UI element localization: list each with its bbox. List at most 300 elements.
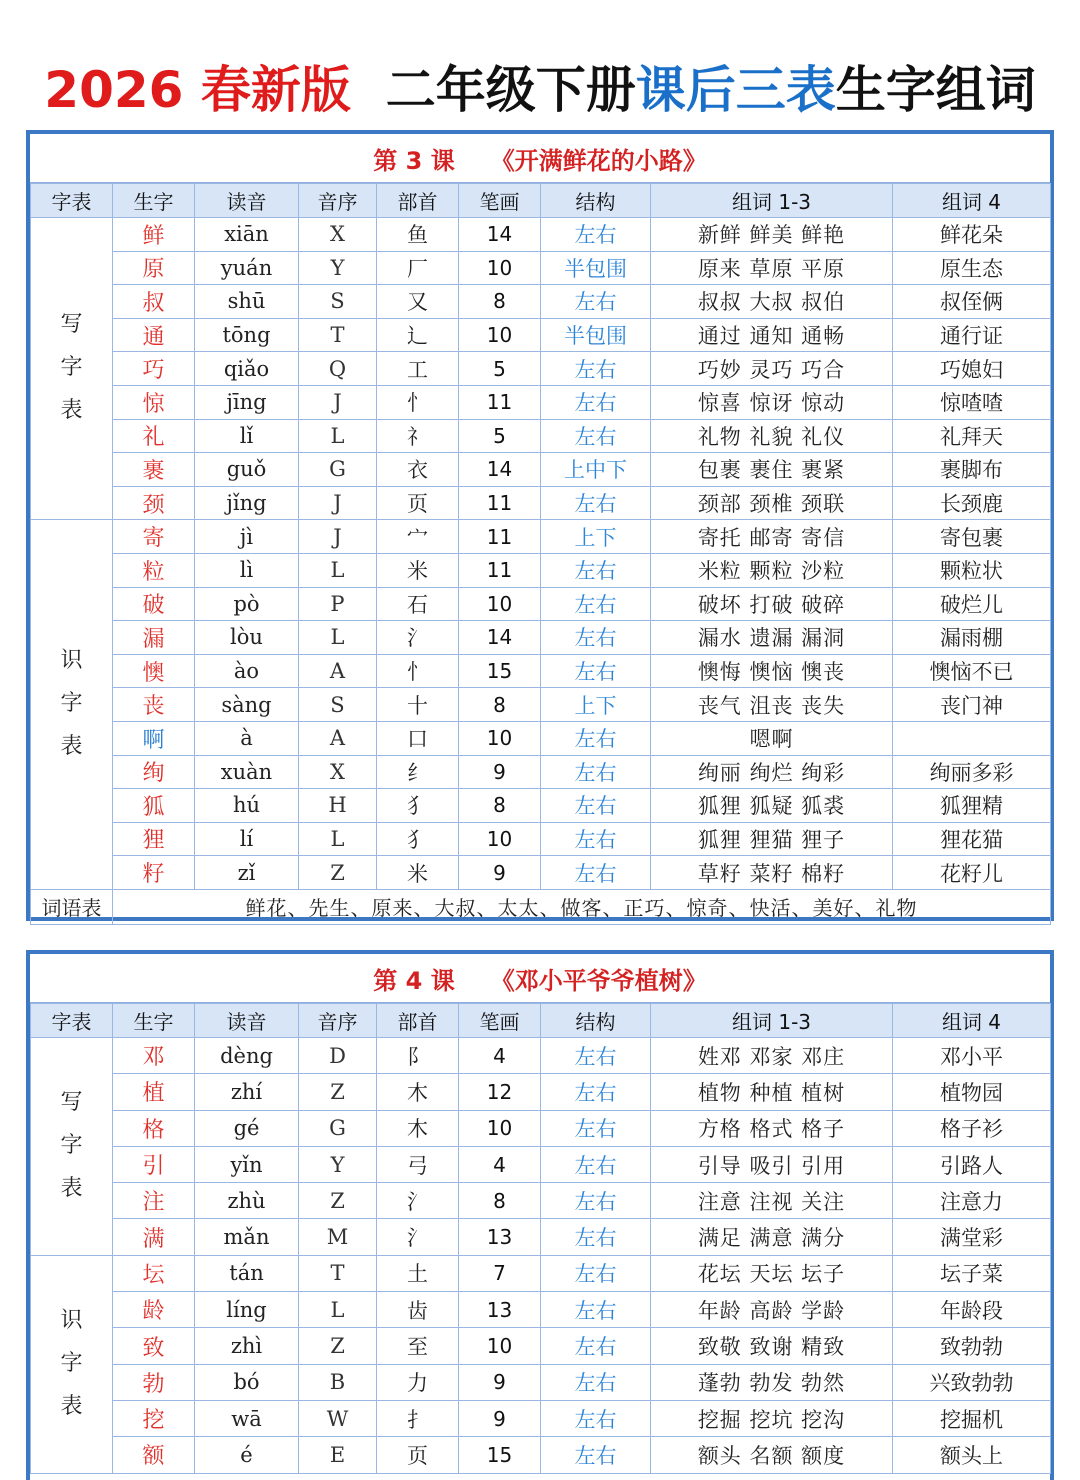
- initial-cell: X: [299, 218, 377, 252]
- radical-cell: 齿: [377, 1292, 459, 1328]
- initial-cell: L: [299, 419, 377, 453]
- words-cell: 蓬勃 勃发 勃然: [651, 1364, 893, 1400]
- structure-cell: 半包围: [541, 251, 651, 285]
- col-header-word4: 组词 4: [893, 184, 1051, 218]
- structure-cell: 左右: [541, 721, 651, 755]
- words-cell: 致敬 致谢 精致: [651, 1328, 893, 1364]
- word4-cell: 绚丽多彩: [893, 755, 1051, 789]
- radical-cell: 米: [377, 553, 459, 587]
- strokes-cell: 9: [459, 1400, 541, 1436]
- character-cell: 勃: [113, 1364, 195, 1400]
- group-label-cell: [31, 1255, 113, 1473]
- structure-cell: 左右: [541, 755, 651, 789]
- structure-cell: 左右: [541, 822, 651, 856]
- table-row: [31, 385, 1051, 419]
- character-cell: 颈: [113, 486, 195, 520]
- radical-cell: 土: [377, 1255, 459, 1291]
- col-header-initial: 音序: [299, 1004, 377, 1038]
- structure-cell: 左右: [541, 1038, 651, 1074]
- radical-cell: 鱼: [377, 218, 459, 252]
- word4-cell: 叔侄俩: [893, 285, 1051, 319]
- table-row: [31, 1255, 1051, 1291]
- character-cell: 引: [113, 1146, 195, 1182]
- pinyin-cell: bó: [195, 1364, 299, 1400]
- words-cell: 叔叔 大叔 叔伯: [651, 285, 893, 319]
- table-row: [31, 1328, 1051, 1364]
- table-row: [31, 721, 1051, 755]
- initial-cell: H: [299, 789, 377, 823]
- strokes-cell: 8: [459, 1183, 541, 1219]
- strokes-cell: 10: [459, 1110, 541, 1146]
- words-cell: 颈部 颈椎 颈联: [651, 486, 893, 520]
- table-row: [31, 688, 1051, 722]
- initial-cell: W: [299, 1400, 377, 1436]
- radical-cell: 氵: [377, 1183, 459, 1219]
- words-cell: 花坛 天坛 坛子: [651, 1255, 893, 1291]
- table-row: [31, 553, 1051, 587]
- pinyin-cell: shū: [195, 285, 299, 319]
- initial-cell: L: [299, 553, 377, 587]
- radical-cell: 木: [377, 1110, 459, 1146]
- group-label-char: 表: [60, 734, 83, 760]
- pinyin-cell: wā: [195, 1400, 299, 1436]
- structure-cell: 左右: [541, 654, 651, 688]
- word4-cell: 通行证: [893, 318, 1051, 352]
- word4-cell: 丧门神: [893, 688, 1051, 722]
- strokes-cell: 8: [459, 688, 541, 722]
- strokes-cell: 8: [459, 285, 541, 319]
- radical-cell: 页: [377, 486, 459, 520]
- pinyin-cell: qiǎo: [195, 352, 299, 386]
- radical-cell: 木: [377, 1074, 459, 1110]
- radical-cell: 宀: [377, 520, 459, 554]
- strokes-cell: 10: [459, 318, 541, 352]
- word4-cell: 格子衫: [893, 1110, 1051, 1146]
- initial-cell: E: [299, 1437, 377, 1473]
- radical-cell: 忄: [377, 654, 459, 688]
- character-cell: 寄: [113, 520, 195, 554]
- radical-cell: 十: [377, 688, 459, 722]
- pinyin-cell: é: [195, 1437, 299, 1473]
- character-cell: 原: [113, 251, 195, 285]
- words-cell: 草籽 菜籽 棉籽: [651, 856, 893, 890]
- character-cell: 礼: [113, 419, 195, 453]
- title-edition: 2026 春新版: [44, 61, 351, 119]
- radical-cell: 氵: [377, 621, 459, 655]
- pinyin-cell: sàng: [195, 688, 299, 722]
- pinyin-cell: yǐn: [195, 1146, 299, 1182]
- table-row: [31, 789, 1051, 823]
- group-label-char: 字: [60, 1132, 83, 1158]
- lesson-3-number: 第 3 课: [373, 146, 455, 175]
- col-header-strokes: 笔画: [459, 184, 541, 218]
- pinyin-cell: lòu: [195, 621, 299, 655]
- lesson-4-number: 第 4 课: [373, 966, 455, 995]
- initial-cell: T: [299, 1255, 377, 1291]
- pinyin-cell: xuàn: [195, 755, 299, 789]
- pinyin-cell: lí: [195, 822, 299, 856]
- character-cell: 巧: [113, 352, 195, 386]
- structure-cell: 左右: [541, 218, 651, 252]
- word4-cell: 惊喳喳: [893, 385, 1051, 419]
- word4-cell: 兴致勃勃: [893, 1364, 1051, 1400]
- col-header-table-type: 字表: [31, 1004, 113, 1038]
- word4-cell: 挖掘机: [893, 1400, 1051, 1436]
- structure-cell: 左右: [541, 553, 651, 587]
- words-cell: 寄托 邮寄 寄信: [651, 520, 893, 554]
- col-header-structure: 结构: [541, 1004, 651, 1038]
- pinyin-cell: hú: [195, 789, 299, 823]
- word4-cell: 寄包裹: [893, 520, 1051, 554]
- word4-cell: 破烂儿: [893, 587, 1051, 621]
- table-row: [31, 520, 1051, 554]
- initial-cell: J: [299, 486, 377, 520]
- word4-cell: 邓小平: [893, 1038, 1051, 1074]
- col-header-words: 组词 1-3: [651, 1004, 893, 1038]
- strokes-cell: 12: [459, 1074, 541, 1110]
- word4-cell: 花籽儿: [893, 856, 1051, 890]
- table-row: [31, 1183, 1051, 1219]
- pinyin-cell: pò: [195, 587, 299, 621]
- radical-cell: 纟: [377, 755, 459, 789]
- initial-cell: L: [299, 822, 377, 856]
- initial-cell: M: [299, 1219, 377, 1255]
- words-cell: 漏水 遗漏 漏洞: [651, 621, 893, 655]
- radical-cell: 衣: [377, 453, 459, 487]
- radical-cell: 至: [377, 1328, 459, 1364]
- words-cell: 原来 草原 平原: [651, 251, 893, 285]
- strokes-cell: 10: [459, 721, 541, 755]
- character-cell: 注: [113, 1183, 195, 1219]
- word4-cell: 坛子菜: [893, 1255, 1051, 1291]
- initial-cell: Z: [299, 1183, 377, 1219]
- col-header-initial: 音序: [299, 184, 377, 218]
- table-row: [31, 419, 1051, 453]
- words-cell: 额头 名额 额度: [651, 1437, 893, 1473]
- vocab-list-cell: 鲜花、先生、原来、大叔、太太、做客、正巧、惊奇、快活、美好、礼物: [113, 889, 1051, 924]
- initial-cell: Z: [299, 1074, 377, 1110]
- pinyin-cell: ào: [195, 654, 299, 688]
- structure-cell: 左右: [541, 856, 651, 890]
- structure-cell: 左右: [541, 285, 651, 319]
- character-cell: 通: [113, 318, 195, 352]
- structure-cell: 左右: [541, 1183, 651, 1219]
- word4-cell: 长颈鹿: [893, 486, 1051, 520]
- word4-cell: [893, 721, 1051, 755]
- radical-cell: 石: [377, 587, 459, 621]
- table-header-row: [31, 184, 1051, 218]
- words-cell: 包裹 裹住 裹紧: [651, 453, 893, 487]
- word4-cell: 鲜花朵: [893, 218, 1051, 252]
- table-row: [31, 285, 1051, 319]
- table-row: [31, 822, 1051, 856]
- radical-cell: 工: [377, 352, 459, 386]
- radical-cell: 页: [377, 1437, 459, 1473]
- structure-cell: 左右: [541, 1074, 651, 1110]
- col-header-radical: 部首: [377, 184, 459, 218]
- initial-cell: Y: [299, 251, 377, 285]
- structure-cell: 半包围: [541, 318, 651, 352]
- pinyin-cell: zǐ: [195, 856, 299, 890]
- word4-cell: 颗粒状: [893, 553, 1051, 587]
- strokes-cell: 5: [459, 419, 541, 453]
- table-row: [31, 1292, 1051, 1328]
- structure-cell: 左右: [541, 1110, 651, 1146]
- initial-cell: D: [299, 1038, 377, 1074]
- group-label-char: 写: [60, 1090, 83, 1116]
- words-cell: 引导 吸引 引用: [651, 1146, 893, 1182]
- table-row: [31, 654, 1051, 688]
- strokes-cell: 13: [459, 1219, 541, 1255]
- table-row: [31, 453, 1051, 487]
- radical-cell: 忄: [377, 385, 459, 419]
- structure-cell: 左右: [541, 1292, 651, 1328]
- word4-cell: 原生态: [893, 251, 1051, 285]
- strokes-cell: 8: [459, 789, 541, 823]
- word4-cell: 注意力: [893, 1183, 1051, 1219]
- character-cell: 破: [113, 587, 195, 621]
- pinyin-cell: à: [195, 721, 299, 755]
- initial-cell: A: [299, 721, 377, 755]
- initial-cell: P: [299, 587, 377, 621]
- col-header-word4: 组词 4: [893, 1004, 1051, 1038]
- initial-cell: T: [299, 318, 377, 352]
- radical-cell: 力: [377, 1364, 459, 1400]
- words-cell: 年龄 高龄 学龄: [651, 1292, 893, 1328]
- col-header-structure: 结构: [541, 184, 651, 218]
- word4-cell: 致勃勃: [893, 1328, 1051, 1364]
- words-cell: 狐狸 狸猫 狸子: [651, 822, 893, 856]
- character-cell: 致: [113, 1328, 195, 1364]
- initial-cell: B: [299, 1364, 377, 1400]
- strokes-cell: 13: [459, 1292, 541, 1328]
- structure-cell: 左右: [541, 1364, 651, 1400]
- pinyin-cell: yuán: [195, 251, 299, 285]
- col-header-table-type: 字表: [31, 184, 113, 218]
- strokes-cell: 4: [459, 1146, 541, 1182]
- table-row: [31, 1110, 1051, 1146]
- title-grade: 二年级下册: [385, 61, 636, 119]
- pinyin-cell: mǎn: [195, 1219, 299, 1255]
- words-cell: 通过 通知 通畅: [651, 318, 893, 352]
- structure-cell: 左右: [541, 486, 651, 520]
- group-label-cell: [31, 520, 113, 890]
- group-label-char: 字: [60, 355, 83, 381]
- words-cell: 丧气 沮丧 丧失: [651, 688, 893, 722]
- character-cell: 满: [113, 1219, 195, 1255]
- table-row: [31, 621, 1051, 655]
- words-cell: 懊悔 懊恼 懊丧: [651, 654, 893, 688]
- group-label-char: 字: [60, 1350, 83, 1376]
- lesson-4-table: [30, 1003, 1051, 1474]
- group-label-char: 表: [60, 1393, 83, 1419]
- initial-cell: G: [299, 453, 377, 487]
- strokes-cell: 10: [459, 1328, 541, 1364]
- strokes-cell: 4: [459, 1038, 541, 1074]
- structure-cell: 左右: [541, 352, 651, 386]
- radical-cell: 厂: [377, 251, 459, 285]
- strokes-cell: 10: [459, 251, 541, 285]
- radical-cell: 弓: [377, 1146, 459, 1182]
- word4-cell: 巧媳妇: [893, 352, 1051, 386]
- radical-cell: 扌: [377, 1400, 459, 1436]
- radical-cell: 又: [377, 285, 459, 319]
- lesson-3-header: [30, 134, 1050, 183]
- words-cell: 破坏 打破 破碎: [651, 587, 893, 621]
- radical-cell: 礻: [377, 419, 459, 453]
- character-cell: 叔: [113, 285, 195, 319]
- words-cell: 方格 格式 格子: [651, 1110, 893, 1146]
- table-row: [31, 251, 1051, 285]
- character-cell: 坛: [113, 1255, 195, 1291]
- col-header-pinyin: 读音: [195, 1004, 299, 1038]
- table-row: [31, 218, 1051, 252]
- col-header-words: 组词 1-3: [651, 184, 893, 218]
- table-row: [31, 486, 1051, 520]
- structure-cell: 上中下: [541, 453, 651, 487]
- pinyin-cell: tán: [195, 1255, 299, 1291]
- pinyin-cell: lì: [195, 553, 299, 587]
- group-label-cell: [31, 218, 113, 520]
- character-cell: 邓: [113, 1038, 195, 1074]
- table-row: [31, 1038, 1051, 1074]
- strokes-cell: 11: [459, 486, 541, 520]
- word4-cell: 满堂彩: [893, 1219, 1051, 1255]
- character-cell: 额: [113, 1437, 195, 1473]
- group-label-char: 表: [60, 1175, 83, 1201]
- vocab-row: [31, 889, 1051, 924]
- table-row: [31, 755, 1051, 789]
- radical-cell: 口: [377, 721, 459, 755]
- character-cell: 啊: [113, 721, 195, 755]
- character-cell: 植: [113, 1074, 195, 1110]
- pinyin-cell: zhí: [195, 1074, 299, 1110]
- character-cell: 挖: [113, 1400, 195, 1436]
- words-cell: 嗯啊: [651, 721, 893, 755]
- structure-cell: 上下: [541, 520, 651, 554]
- radical-cell: 米: [377, 856, 459, 890]
- radical-cell: 犭: [377, 822, 459, 856]
- table-row: [31, 1219, 1051, 1255]
- strokes-cell: 11: [459, 385, 541, 419]
- words-cell: 新鲜 鲜美 鲜艳: [651, 218, 893, 252]
- words-cell: 挖掘 挖坑 挖沟: [651, 1400, 893, 1436]
- strokes-cell: 7: [459, 1255, 541, 1291]
- structure-cell: 左右: [541, 385, 651, 419]
- pinyin-cell: jǐng: [195, 486, 299, 520]
- structure-cell: 左右: [541, 1437, 651, 1473]
- initial-cell: A: [299, 654, 377, 688]
- strokes-cell: 9: [459, 755, 541, 789]
- table-row: [31, 1364, 1051, 1400]
- initial-cell: G: [299, 1110, 377, 1146]
- initial-cell: Z: [299, 856, 377, 890]
- words-cell: 惊喜 惊讶 惊动: [651, 385, 893, 419]
- title-three-tables: 课后三表: [635, 61, 836, 119]
- structure-cell: 左右: [541, 1146, 651, 1182]
- group-label-char: 字: [60, 691, 83, 717]
- col-header-pinyin: 读音: [195, 184, 299, 218]
- word4-cell: 狐狸精: [893, 789, 1051, 823]
- group-label-char: 表: [60, 398, 83, 424]
- words-cell: 姓邓 邓家 邓庄: [651, 1038, 893, 1074]
- initial-cell: J: [299, 520, 377, 554]
- pinyin-cell: jì: [195, 520, 299, 554]
- table-row: [31, 587, 1051, 621]
- word4-cell: 狸花猫: [893, 822, 1051, 856]
- character-cell: 狐: [113, 789, 195, 823]
- initial-cell: Z: [299, 1328, 377, 1364]
- words-cell: 注意 注视 关注: [651, 1183, 893, 1219]
- page-title: [0, 52, 1080, 128]
- initial-cell: L: [299, 1292, 377, 1328]
- structure-cell: 左右: [541, 1328, 651, 1364]
- group-label-cell: [31, 1038, 113, 1256]
- table-row: [31, 352, 1051, 386]
- initial-cell: X: [299, 755, 377, 789]
- structure-cell: 上下: [541, 688, 651, 722]
- pinyin-cell: líng: [195, 1292, 299, 1328]
- words-cell: 植物 种植 植树: [651, 1074, 893, 1110]
- strokes-cell: 14: [459, 218, 541, 252]
- strokes-cell: 15: [459, 1437, 541, 1473]
- table-row: [31, 856, 1051, 890]
- lesson-3-name: 《开满鲜花的小路》: [490, 146, 707, 175]
- strokes-cell: 5: [459, 352, 541, 386]
- words-cell: 礼物 礼貌 礼仪: [651, 419, 893, 453]
- character-cell: 懊: [113, 654, 195, 688]
- word4-cell: 懊恼不已: [893, 654, 1051, 688]
- strokes-cell: 14: [459, 453, 541, 487]
- initial-cell: J: [299, 385, 377, 419]
- table-row: [31, 1074, 1051, 1110]
- structure-cell: 左右: [541, 621, 651, 655]
- structure-cell: 左右: [541, 789, 651, 823]
- words-cell: 绚丽 绚烂 绚彩: [651, 755, 893, 789]
- radical-cell: 犭: [377, 789, 459, 823]
- radical-cell: 阝: [377, 1038, 459, 1074]
- character-cell: 丧: [113, 688, 195, 722]
- word4-cell: 裹脚布: [893, 453, 1051, 487]
- words-cell: 满足 满意 满分: [651, 1219, 893, 1255]
- structure-cell: 左右: [541, 1255, 651, 1291]
- initial-cell: Y: [299, 1146, 377, 1182]
- pinyin-cell: guǒ: [195, 453, 299, 487]
- word4-cell: 植物园: [893, 1074, 1051, 1110]
- character-cell: 裹: [113, 453, 195, 487]
- col-header-character: 生字: [113, 184, 195, 218]
- vocab-label-cell: 词语表: [31, 889, 113, 924]
- word4-cell: 漏雨棚: [893, 621, 1051, 655]
- pinyin-cell: jīng: [195, 385, 299, 419]
- words-cell: 巧妙 灵巧 巧合: [651, 352, 893, 386]
- strokes-cell: 9: [459, 1364, 541, 1400]
- group-label-char: 识: [60, 648, 83, 674]
- strokes-cell: 9: [459, 856, 541, 890]
- strokes-cell: 10: [459, 587, 541, 621]
- lesson-4-sheet: [26, 950, 1054, 1480]
- strokes-cell: 11: [459, 553, 541, 587]
- strokes-cell: 15: [459, 654, 541, 688]
- character-cell: 绚: [113, 755, 195, 789]
- table-row: [31, 318, 1051, 352]
- col-header-radical: 部首: [377, 1004, 459, 1038]
- table-row: [31, 1400, 1051, 1436]
- pinyin-cell: gé: [195, 1110, 299, 1146]
- structure-cell: 左右: [541, 1400, 651, 1436]
- pinyin-cell: lǐ: [195, 419, 299, 453]
- word4-cell: 引路人: [893, 1146, 1051, 1182]
